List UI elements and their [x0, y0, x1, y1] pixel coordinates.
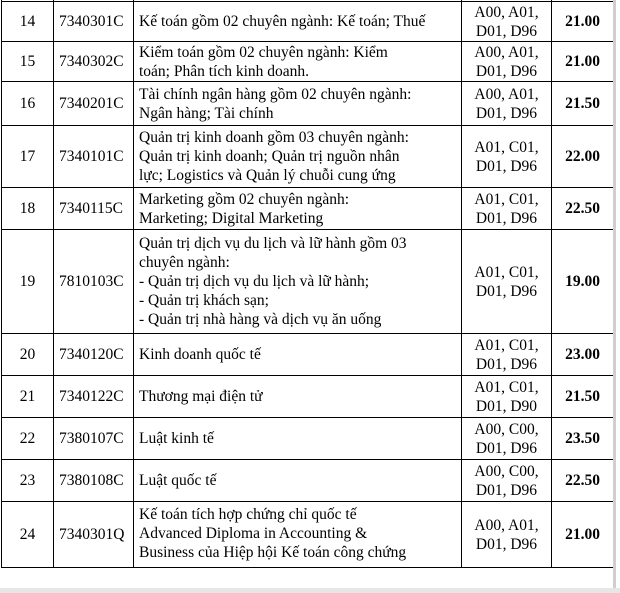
- subject-combination-line: D01, D96: [475, 439, 538, 457]
- program-name-line: Marketing gồm 02 chuyên ngành:: [139, 190, 350, 208]
- code-cell: [54, 42, 134, 82]
- subject-combination-line: A00, A01,: [474, 516, 539, 534]
- page-edge-shadow: [613, 0, 616, 593]
- name-cell: [134, 502, 462, 568]
- subject-combination-line: A01, C01,: [474, 263, 539, 281]
- program-name-line: Kinh doanh quốc tế: [139, 346, 261, 363]
- row-number: 14: [19, 13, 36, 30]
- cutoff-score: 19.00: [565, 273, 600, 290]
- subject-combination-line: D01, D96: [475, 535, 538, 553]
- program-code: 7810103C: [59, 273, 124, 290]
- code-cell: [54, 230, 134, 334]
- stt-cell: [2, 2, 54, 42]
- code-cell: [54, 460, 134, 502]
- code-cell: [54, 188, 134, 230]
- combo-cell: [462, 334, 552, 376]
- program-name-line: lực; Logistics và Quản lý chuỗi cung ứng: [139, 167, 396, 184]
- stt-cell: [2, 82, 54, 126]
- cutoff-score: 21.00: [565, 13, 600, 30]
- code-cell: [54, 82, 134, 126]
- admission-score-table: [1, 0, 614, 568]
- subject-combination-line: A00, A01,: [474, 3, 539, 21]
- program-code: 7340101C: [59, 148, 124, 165]
- program-name-line: Luật quốc tế: [139, 472, 217, 489]
- program-name-line: Marketing; Digital Marketing: [139, 209, 324, 227]
- combo-cell: [462, 376, 552, 418]
- cutoff-score: 21.00: [565, 526, 600, 543]
- program-code: 7380108C: [59, 472, 124, 489]
- stt-cell: [2, 460, 54, 502]
- combo-cell: [462, 230, 552, 334]
- program-code: 7340301Q: [59, 526, 125, 543]
- table-row: [2, 188, 614, 230]
- row-number: 23: [19, 472, 36, 489]
- table-row: [2, 42, 614, 82]
- program-name-line: Kế toán tích hợp chứng chỉ quốc tế: [139, 506, 357, 523]
- stt-cell: [2, 42, 54, 82]
- combo-cell: [462, 126, 552, 188]
- row-number: 21: [19, 388, 36, 405]
- cutoff-score: 23.00: [565, 346, 600, 363]
- row-number: 19: [19, 273, 36, 290]
- table-row: [2, 334, 614, 376]
- cutoff-score: 21.50: [565, 388, 600, 405]
- subject-combination-line: D01, D96: [475, 22, 538, 40]
- cutoff-score: 22.00: [565, 148, 600, 165]
- program-name-line: Tài chính ngân hàng gồm 02 chuyên ngành:: [139, 85, 412, 103]
- combo-cell: [462, 42, 552, 82]
- subject-combination-line: D01, D96: [475, 62, 538, 80]
- program-name-line: Advanced Diploma in Accounting &: [139, 525, 368, 542]
- row-number: 17: [19, 148, 36, 165]
- score-cell: [552, 188, 614, 230]
- subject-combination-line: A00, A01,: [474, 85, 539, 103]
- score-cell: [552, 334, 614, 376]
- name-cell: [134, 82, 462, 126]
- subject-combination-line: A01, C01,: [474, 138, 539, 156]
- code-cell: [54, 126, 134, 188]
- cutoff-score: 21.50: [565, 95, 600, 112]
- program-code: 7380107C: [59, 430, 124, 447]
- code-cell: [54, 502, 134, 568]
- combo-cell: [462, 2, 552, 42]
- subject-combination-line: A00, C00,: [474, 420, 539, 438]
- name-cell: [134, 126, 462, 188]
- table-row: [2, 230, 614, 334]
- stt-cell: [2, 502, 54, 568]
- page-bottom-shadow: [0, 588, 620, 593]
- program-code: 7340301C: [59, 13, 124, 30]
- program-code: 7340120C: [59, 346, 124, 363]
- score-cell: [552, 230, 614, 334]
- subject-combination-line: D01, D96: [475, 355, 538, 373]
- cutoff-score: 23.50: [565, 430, 600, 447]
- subject-combination-line: D01, D96: [475, 104, 538, 122]
- table-row: [2, 502, 614, 568]
- code-cell: [54, 376, 134, 418]
- name-cell: [134, 376, 462, 418]
- table-row: [2, 82, 614, 126]
- combo-cell: [462, 460, 552, 502]
- program-name-line: - Quản trị nhà hàng và dịch vụ ăn uống: [139, 311, 382, 328]
- cutoff-score: 22.50: [565, 472, 600, 489]
- combo-cell: [462, 502, 552, 568]
- name-cell: [134, 460, 462, 502]
- row-number: 24: [19, 526, 36, 543]
- subject-combination-line: D01, D96: [475, 481, 538, 499]
- table-row: [2, 2, 614, 42]
- stt-cell: [2, 230, 54, 334]
- score-cell: [552, 126, 614, 188]
- program-name-line: Kế toán gồm 02 chuyên ngành: Kế toán; Thuế: [139, 13, 426, 30]
- program-name-line: Kiểm toán gồm 02 chuyên ngành: Kiểm: [139, 43, 388, 61]
- program-name-line: Business của Hiệp hội Kế toán công chứng: [139, 544, 407, 561]
- stt-cell: [2, 376, 54, 418]
- combo-cell: [462, 418, 552, 460]
- score-cell: [552, 502, 614, 568]
- code-cell: [54, 334, 134, 376]
- score-cell: [552, 42, 614, 82]
- code-cell: [54, 2, 134, 42]
- name-cell: [134, 230, 462, 334]
- combo-cell: [462, 188, 552, 230]
- table-row: [2, 126, 614, 188]
- name-cell: [134, 42, 462, 82]
- table-row: [2, 460, 614, 502]
- stt-cell: [2, 188, 54, 230]
- program-name-line: Thương mại điện tử: [139, 388, 263, 405]
- program-name-line: Quản trị dịch vụ du lịch và lữ hành gồm 03: [139, 235, 407, 252]
- program-name-line: Luật kinh tế: [139, 430, 214, 447]
- program-name-line: Ngân hàng; Tài chính: [139, 104, 274, 122]
- table-body: [2, 0, 614, 568]
- score-cell: [552, 418, 614, 460]
- table-row: [2, 376, 614, 418]
- row-number: 22: [19, 430, 36, 447]
- name-cell: [134, 334, 462, 376]
- program-name-line: chuyên ngành:: [139, 254, 230, 271]
- code-cell: [54, 418, 134, 460]
- name-cell: [134, 2, 462, 42]
- program-code: 7340302C: [59, 53, 124, 70]
- score-cell: [552, 82, 614, 126]
- program-code: 7340115C: [59, 200, 124, 217]
- program-name-line: Quản trị kinh doanh gồm 03 chuyên ngành:: [139, 129, 409, 146]
- score-cell: [552, 2, 614, 42]
- subject-combination-line: A01, C01,: [474, 336, 539, 354]
- row-number: 18: [19, 200, 36, 217]
- cutoff-score: 22.50: [565, 200, 600, 217]
- subject-combination-line: A00, A01,: [474, 43, 539, 61]
- program-name-line: Quản trị kinh doanh; Quản trị nguồn nhân: [139, 148, 400, 165]
- subject-combination-line: D01, D96: [475, 209, 538, 227]
- stt-cell: [2, 334, 54, 376]
- name-cell: [134, 188, 462, 230]
- program-code: 7340122C: [59, 388, 124, 405]
- subject-combination-line: A01, C01,: [474, 190, 539, 208]
- program-name-line: - Quản trị dịch vụ du lịch và lữ hành;: [139, 273, 370, 290]
- row-number: 16: [19, 95, 36, 112]
- cutoff-score: 21.00: [565, 53, 600, 70]
- score-cell: [552, 460, 614, 502]
- name-cell: [134, 418, 462, 460]
- combo-cell: [462, 82, 552, 126]
- table-row: [2, 418, 614, 460]
- subject-combination-line: A00, C00,: [474, 462, 539, 480]
- subject-combination-line: D01, D90: [475, 397, 538, 415]
- subject-combination-line: D01, D96: [475, 282, 538, 300]
- stt-cell: [2, 418, 54, 460]
- program-code: 7340201C: [59, 95, 124, 112]
- score-cell: [552, 376, 614, 418]
- row-number: 20: [19, 346, 36, 363]
- program-name-line: toán; Phân tích kinh doanh.: [139, 62, 310, 80]
- program-name-line: - Quản trị khách sạn;: [139, 292, 269, 309]
- row-number: 15: [19, 53, 36, 70]
- subject-combination-line: D01, D96: [475, 157, 538, 175]
- subject-combination-line: A01, C01,: [474, 378, 539, 396]
- stt-cell: [2, 126, 54, 188]
